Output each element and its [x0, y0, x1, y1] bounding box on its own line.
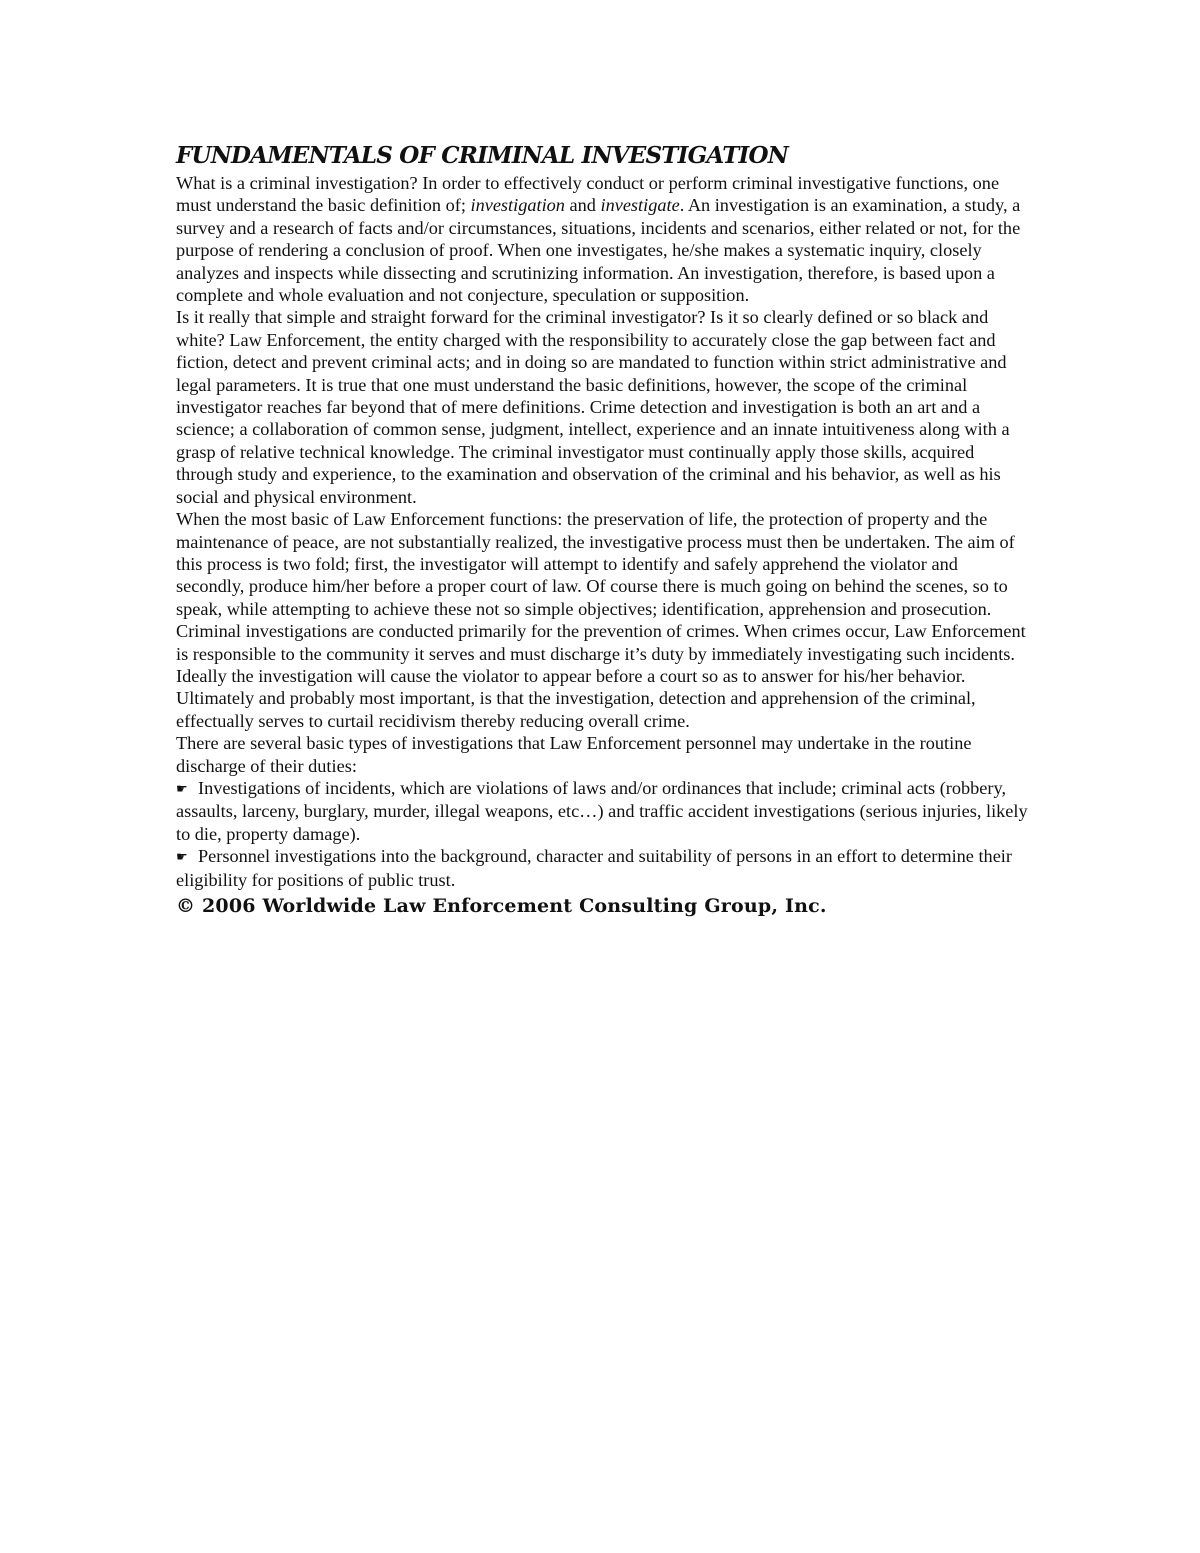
pointing-hand-icon: ☛ — [176, 780, 188, 796]
copyright-notice: © 2006 Worldwide Law Enforcement Consulting Group, Inc. — [176, 895, 827, 917]
paragraph-prevention: Criminal investigations are conducted primarily for the prevention of crimes. When crimes occur, Law Enforcement is responsible to the community it serves and must discharge it’s duty by immediately investigating such incidents. Ideally the investigation will cause the violator to appear before a court so as to answer for his/her behavior. Ultimately and probably most important, is that the investigation, detection and apprehension of the criminal, effectually serves to curtail recidivism thereby reducing overall crime. — [176, 621, 1026, 731]
bullet-item — [176, 845, 1028, 891]
bullet-item-text: Personnel investigations into the background, character and suitability of persons in an effort to determine their eligibility for positions of public trust. — [176, 846, 1012, 890]
paragraph-scope: Is it really that simple and straight forward for the criminal investigator? Is it so clearly defined or so black and white? Law Enforcement, the entity charged with the responsibility to accurately close the gap between fact and fiction, detect and prevent criminal acts; and in doing so are mandated to function within strict administrative and legal parameters. It is true that one must understand the basic definitions, however, the scope of the criminal investigator reaches far beyond that of mere definitions. Crime detection and investigation is both an art and a science; a collaboration of common sense, judgment, intellect, experience and an innate intuitiveness along with a grasp of relative technical knowledge. The criminal investigator must continually apply those skills, acquired through study and experience, to the examination and observation of the criminal and his behavior, as well as his social and physical environment. — [176, 307, 1010, 507]
term-investigate: investigate — [600, 195, 680, 216]
paragraph-types-intro: There are several basic types of investigations that Law Enforcement personnel may undertake in the routine discharge of their duties: — [176, 733, 972, 776]
paragraph-definition-text-start: What is a criminal investigation? In order to effectively conduct or perform criminal investigative functions, one must understand the basic definition of; — [176, 173, 1000, 216]
document-page — [176, 140, 1028, 921]
paragraph-process: When the most basic of Law Enforcement functions: the preservation of life, the protection of property and the maintenance of peace, are not substantially realized, the investigative process must then be undertaken. The aim of this process is two fold; first, the investigator will attempt to identify and safely apprehend the violator and secondly, produce him/her before a proper court of law. Of course there is much going on behind the scenes, so to speak, while attempting to achieve these not so simple objectives; identification, apprehension and prosecution. — [176, 509, 1015, 619]
document-title: FUNDAMENTALS OF CRIMINAL INVESTIGATION — [176, 142, 788, 169]
pointing-hand-icon: ☛ — [176, 849, 188, 865]
paragraph-definition-connector: and — [564, 195, 601, 216]
bullet-item-text: Investigations of incidents, which are violations of laws and/or ordinances that include; criminal acts (robbery, assaults, larceny, burglary, murder, illegal weapons, etc…) and traffic accident investigations (serious injuries, likely to die, property damage). — [176, 777, 1028, 844]
paragraph-definition-text-end: . An investigation is an examination, a study, a survey and a research of facts and/or circumstances, situations, incidents and scenarios, either related or not, for the purpose of rendering a conclusion of proof. When one investigates, he/she makes a systematic inquiry, closely analyzes and inspects while dissecting and scrutinizing information. An investigation, therefore, is based upon a complete and whole evaluation and not conjecture, speculation or supposition. — [176, 195, 1021, 306]
term-investigation: investigation — [470, 195, 565, 216]
bullet-item — [176, 777, 1028, 845]
paragraph-definition — [176, 172, 1028, 306]
